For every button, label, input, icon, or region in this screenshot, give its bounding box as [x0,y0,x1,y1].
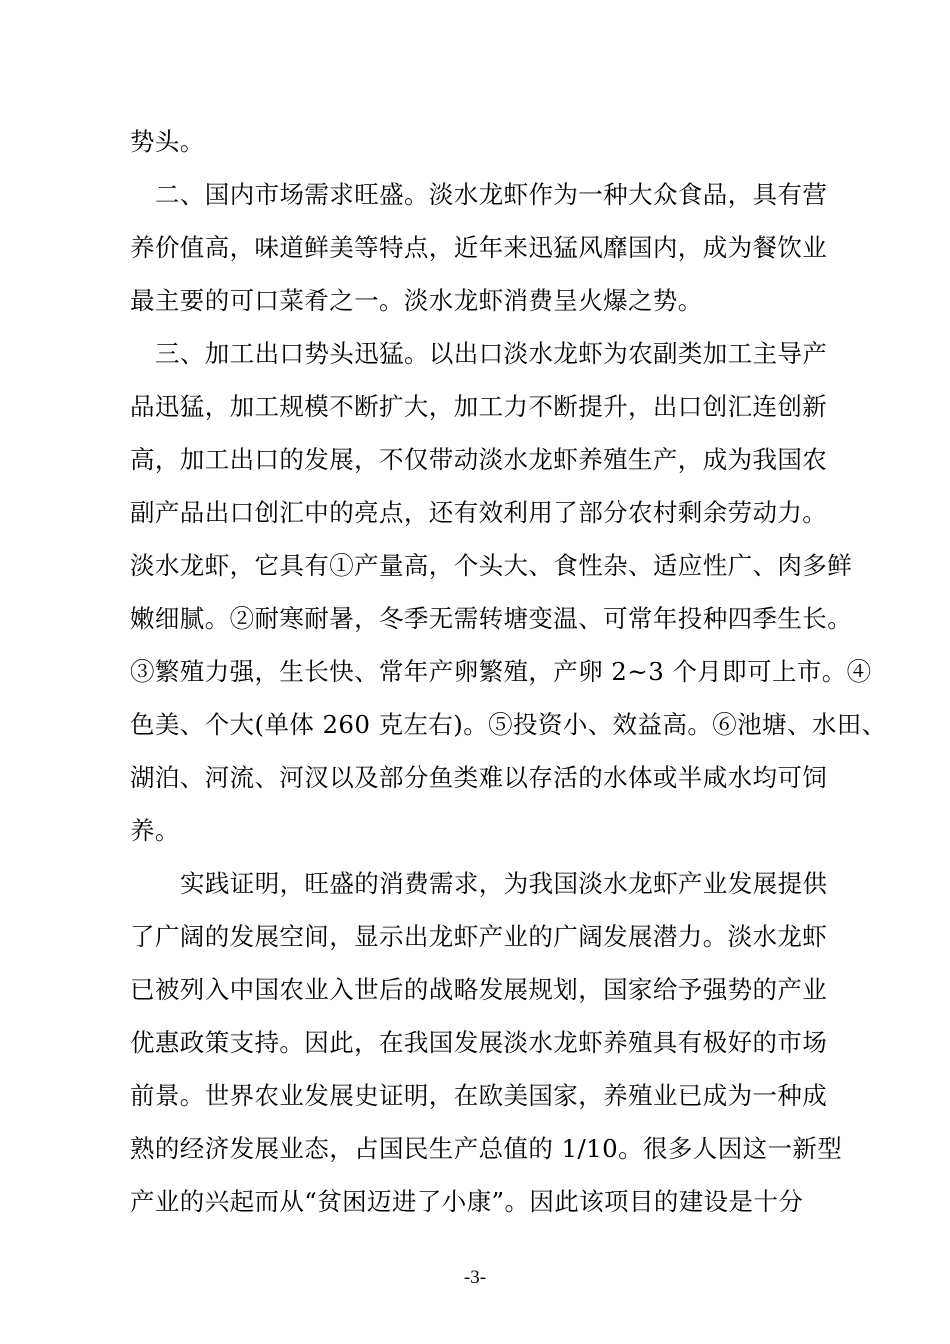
text-line: 已被列入中国农业入世后的战略发展规划，国家给予强势的产业 [130,975,828,1004]
text-line: 前景。世界农业发展史证明，在欧美国家，养殖业已成为一种成 [130,1081,828,1110]
page-number: -3- [463,1267,487,1288]
text-line: 优惠政策支持。因此，在我国发展淡水龙虾养殖具有极好的市场 [130,1028,828,1057]
text-line: 了广阔的发展空间，显示出龙虾产业的广阔发展潜力。淡水龙虾 [130,922,828,951]
text-line: 二、国内市场需求旺盛。淡水龙虾作为一种大众食品，具有营 [155,180,828,209]
text-line: ③繁殖力强，生长快、常年产卵繁殖，产卵 2~3 个月即可上市。④ [130,657,872,686]
text-line: 最主要的可口菜肴之一。淡水龙虾消费呈火爆之势。 [130,286,703,315]
text-line: 淡水龙虾，它具有①产量高，个头大、食性杂、适应性广、肉多鲜 [130,551,853,580]
text-line: 品迅猛，加工规模不断扩大，加工力不断提升，出口创汇连创新 [130,392,828,421]
text-line: 势头。 [130,127,205,156]
text-line: 实践证明，旺盛的消费需求，为我国淡水龙虾产业发展提供 [180,869,828,898]
text-line: 养价值高，味道鲜美等特点，近年来迅猛风靡国内，成为餐饮业 [130,233,828,262]
text-line: 嫩细腻。②耐寒耐暑，冬季无需转塘变温、可常年投种四季生长。 [130,604,853,633]
text-line: 产业的兴起而从“贫困迈进了小康”。因此该项目的建设是十分 [130,1187,804,1216]
text-line: 湖泊、河流、河汊以及部分鱼类难以存活的水体或半咸水均可饲 [130,763,828,792]
text-line: 副产品出口创汇中的亮点，还有效利用了部分农村剩余劳动力。 [130,498,828,527]
text-line: 高，加工出口的发展，不仅带动淡水龙虾养殖生产，成为我国农 [130,445,828,474]
text-line: 三、加工出口势头迅猛。以出口淡水龙虾为农副类加工主导产 [155,339,828,368]
text-line: 色美、个大(单体 260 克左右)。⑤投资小、效益高。⑥池塘、水田、 [130,710,887,739]
text-line: 养。 [130,816,180,845]
text-line: 熟的经济发展业态，占国民生产总值的 1/10。很多人因这一新型 [130,1134,843,1163]
